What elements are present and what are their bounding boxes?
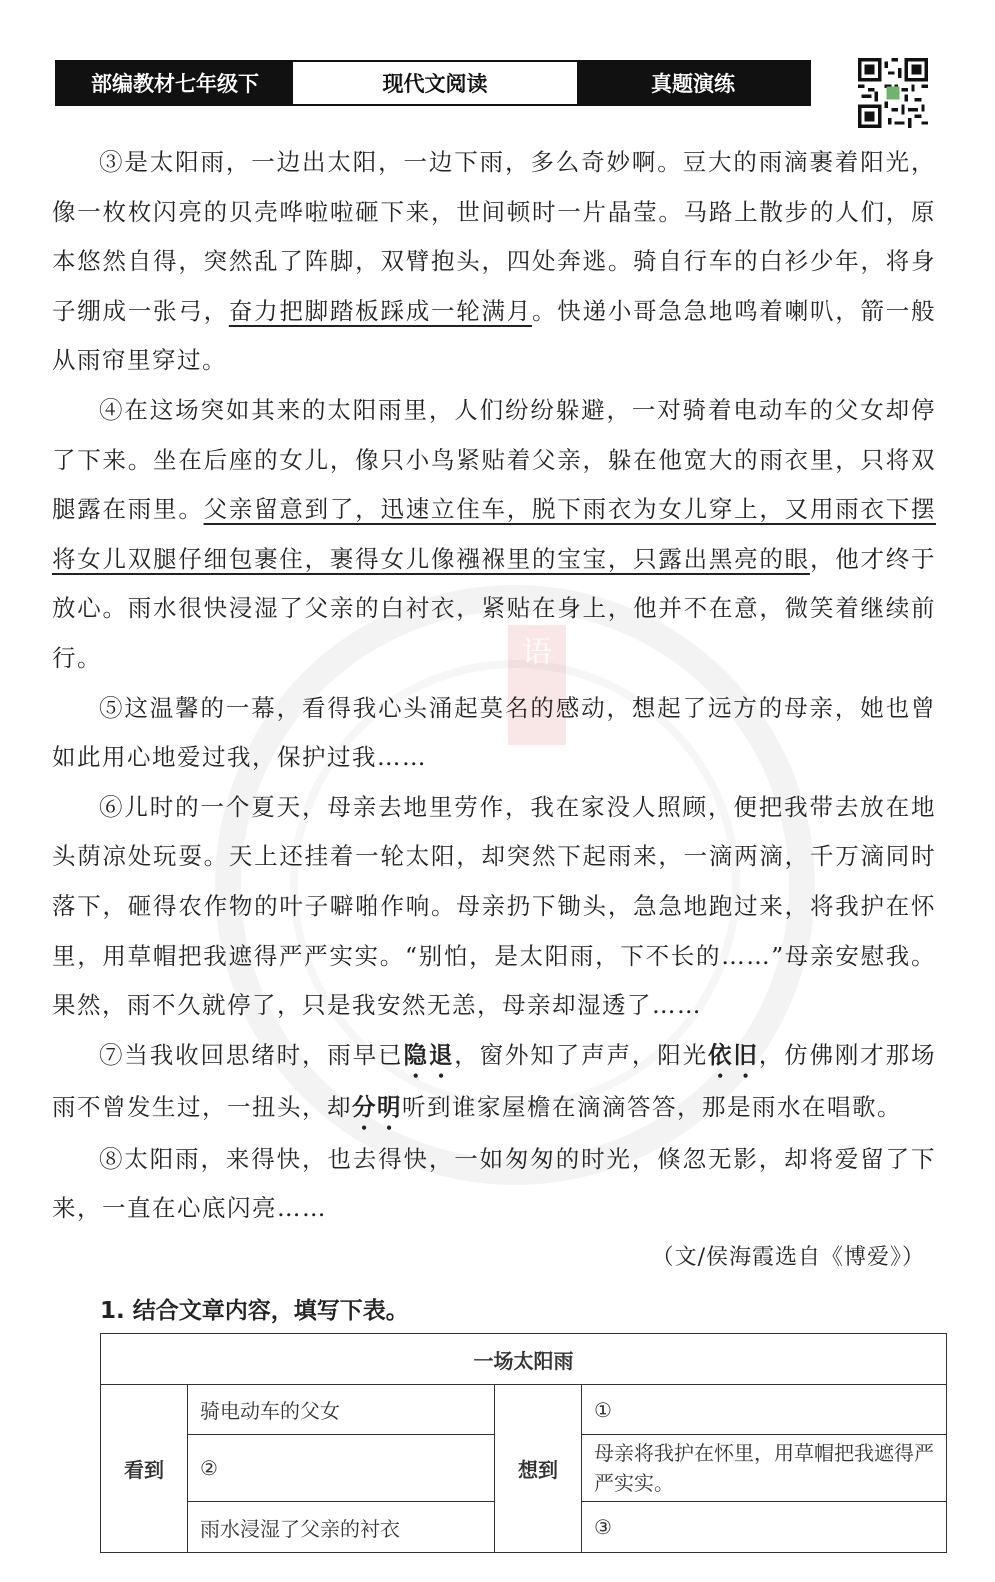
- article-body: [52, 138, 936, 1234]
- header-textbook: 部编教材七年级下: [57, 62, 293, 104]
- emphasis-word-2: 依旧: [708, 1040, 759, 1069]
- seen-cell-2[interactable]: ②: [188, 1435, 495, 1502]
- seen-cell-1: 骑电动车的父女: [188, 1385, 495, 1435]
- article-source: （文/侯海霞选自《博爱》）: [651, 1245, 925, 1270]
- thought-cell-3[interactable]: ③: [582, 1502, 947, 1553]
- emphasis-word-1: 隐退: [403, 1040, 455, 1069]
- answer-table: [100, 1333, 947, 1553]
- header-bar: [55, 60, 811, 106]
- watermark-seal-text: 语: [522, 635, 552, 670]
- paragraph-8: ⑧太阳雨，来得快，也去得快，一如匆匆的时光，倏忽无影，却将爱留了下来，一直在心底闪亮……: [52, 1144, 936, 1223]
- header-section: 现代文阅读: [293, 62, 577, 104]
- question-1: 1. 结合文章内容，填写下表。: [100, 1298, 409, 1324]
- emphasis-word-3: 分明: [352, 1092, 402, 1121]
- underlined-sentence: 奋力把脚踏板踩成一轮满月: [228, 296, 533, 325]
- paragraph-5: ⑤这温馨的一幕，看得我心头涌起莫名的感动，想起了远方的母亲，她也曾如此用心地爱过我，保护过我……: [52, 693, 936, 772]
- qr-code-icon: [858, 58, 928, 128]
- table-row: [101, 1385, 947, 1435]
- thought-label: 想到: [495, 1385, 582, 1553]
- paragraph-3: ③是太阳雨，一边出太阳，一边下雨，多么奇妙啊。豆大的雨滴裹着阳光，像一枚枚闪亮的贝壳哗啦啦砸下来，世间顿时一片晶莹。马路上散步的人们，原本悠然自得，突然乱了阵脚，双臂抱头，四处奔逃。骑自行车的白衫少年，将身子绷成一张弓，奋力把脚踏板踩成一轮满月。快递小哥急急地鸣着喇叭，箭一般从雨帘里穿过。: [52, 148, 937, 375]
- underlined-passage: 父亲留意到了，迅速立住车，脱下雨衣为女儿穿上，又用雨衣下摆将女儿双腿仔细包裹住，裹得女儿像襁褓里的宝宝，只露出黑亮的眼: [52, 495, 937, 573]
- thought-cell-2: 母亲将我护在怀里，用草帽把我遮得严严实实。: [582, 1435, 947, 1502]
- table-title: 一场太阳雨: [101, 1334, 947, 1385]
- seen-label: 看到: [101, 1385, 188, 1553]
- seen-cell-3: 雨水浸湿了父亲的衬衣: [188, 1502, 495, 1553]
- paragraph-6: ⑥儿时的一个夏天，母亲去地里劳作，我在家没人照顾，便把我带去放在地头荫凉处玩耍。天上还挂着一轮太阳，却突然下起雨来，一滴两滴，千万滴同时落下，砸得农作物的叶子噼啪作响。母亲扔下锄头，急急地跑过来，将我护在怀里，用草帽把我遮得严严实实。“别怕，是太阳雨，下不长的……”母亲安慰我。果然，雨不久就停了，只是我安然无恙，母亲却湿透了……: [52, 792, 936, 1020]
- header-type: 真题演练: [577, 62, 809, 104]
- paragraph-4: ④在这场突如其来的太阳雨里，人们纷纷躲避，一对骑着电动车的父女却停了下来。坐在后座的女儿，像只小鸟紧贴着父亲，躲在他宽大的雨衣里，只将双腿露在雨里。父亲留意到了，迅速立住车，脱下雨衣为女儿穿上，又用雨衣下摆将女儿双腿仔细包裹住，裹得女儿像襁褓里的宝宝，只露出黑亮的眼，他才终于放心。雨水很快浸湿了父亲的白衬衣，紧贴在身上，他并不在意，微笑着继续前行。: [52, 395, 937, 672]
- paragraph-7: ⑦当我收回思绪时，雨早已隐退，窗外知了声声，阳光依旧，仿佛刚才那场雨不曾发生过，一扭头，却分明听到谁家屋檐在滴滴答答，那是雨水在唱歌。: [52, 1040, 936, 1121]
- thought-cell-1[interactable]: ①: [582, 1385, 947, 1435]
